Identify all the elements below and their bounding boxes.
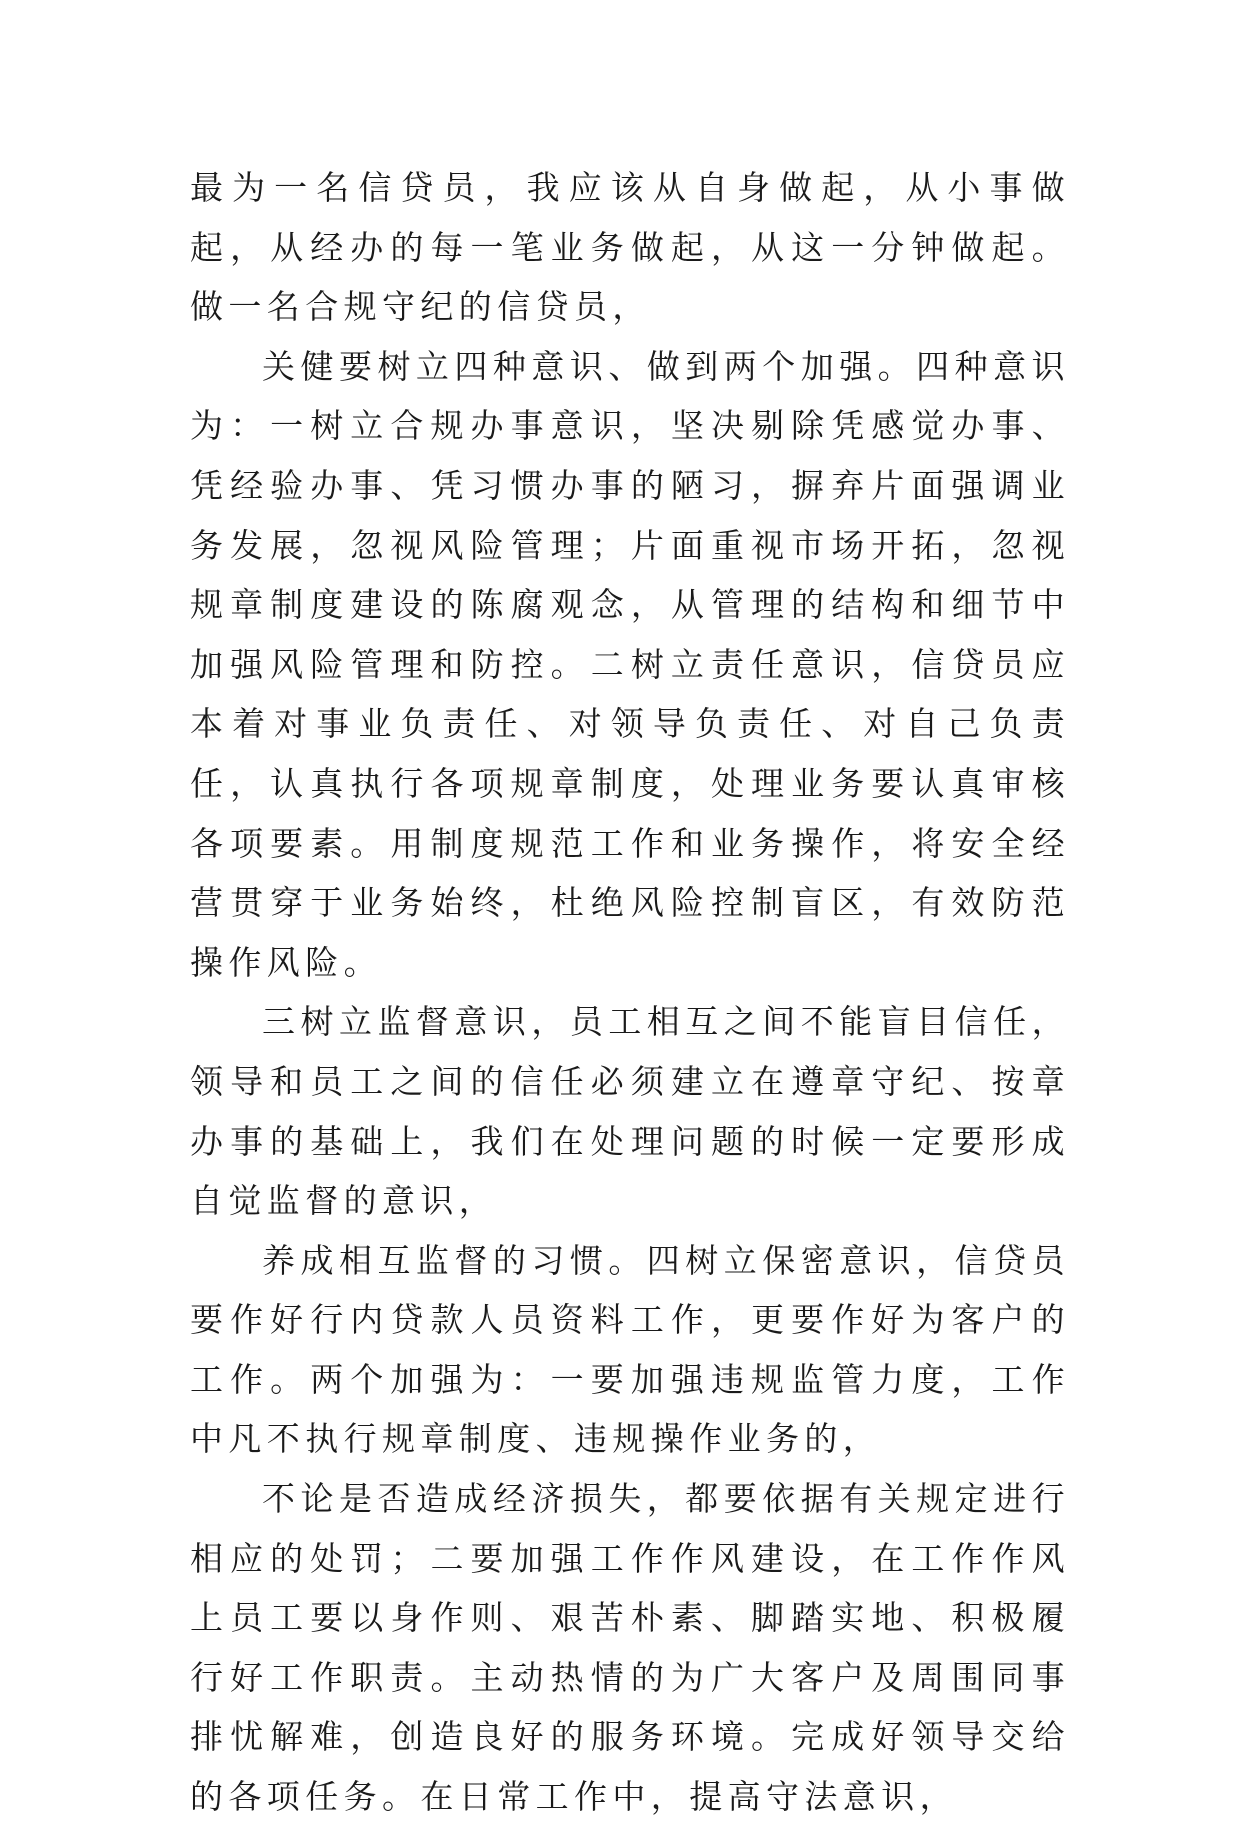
document-body [190, 158, 1070, 1827]
paragraph-1: 最为一名信贷员，我应该从自身做起，从小事做起，从经办的每一笔业务做起，从这一分钟做起。做一名合规守纪的信贷员， [190, 168, 1070, 327]
paragraph-4: 养成相互监督的习惯。四树立保密意识，信贷员要作好行内贷款人员资料工作，更要作好为客户的工作。两个加强为：一要加强违规监管力度，工作中凡不执行规章制度、违规操作业务的， [190, 1240, 1070, 1459]
paragraph-5: 不论是否造成经济损失，都要依据有关规定进行相应的处罚；二要加强工作作风建设，在工作作风上员工要以身作则、艰苦朴素、脚踏实地、积极履行好工作职责。主动热情的为广大客户及周围同事排忧解难，创造良好的服务环境。完成好领导交给的各项任务。在日常工作中，提高守法意识， [190, 1479, 1070, 1817]
paragraph-2: 关健要树立四种意识、做到两个加强。四种意识为：一树立合规办事意识，坚决剔除凭感觉办事、凭经验办事、凭习惯办事的陋习，摒弃片面强调业务发展，忽视风险管理；片面重视市场开拓，忽视规章制度建设的陈腐观念，从管理的结构和细节中加强风险管理和防控。二树立责任意识，信贷员应本着对事业负责任、对领导负责任、对自己负责任，认真执行各项规章制度，处理业务要认真审核各项要素。用制度规范工作和业务操作，将安全经营贯穿于业务始终，杜绝风险控制盲区，有效防范操作风险。 [190, 346, 1070, 982]
paragraph-3: 三树立监督意识，员工相互之间不能盲目信任，领导和员工之间的信任必须建立在遵章守纪、按章办事的基础上，我们在处理问题的时候一定要形成自觉监督的意识， [190, 1002, 1070, 1221]
